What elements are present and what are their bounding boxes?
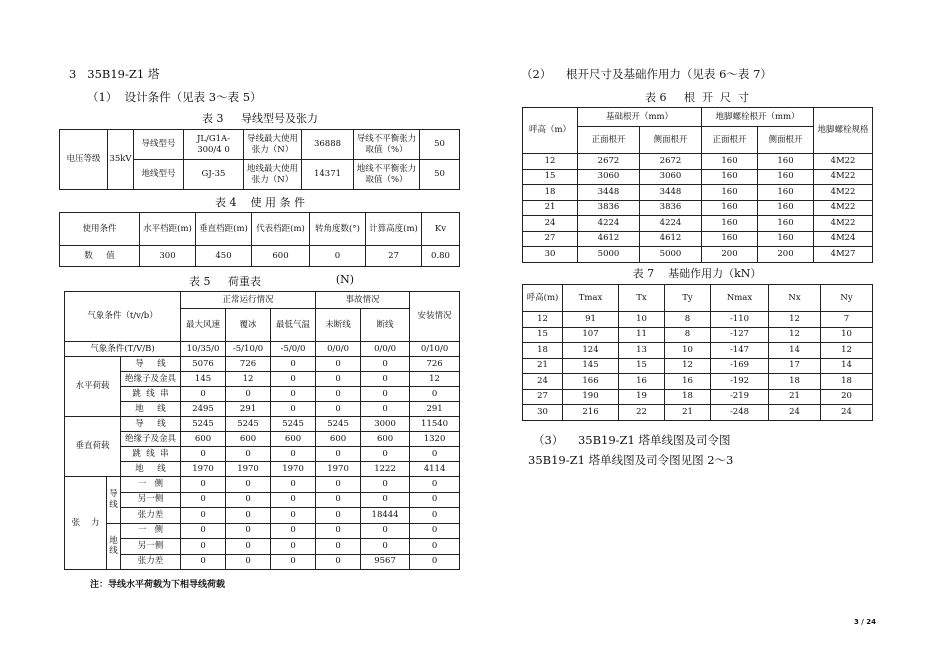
voltage-label: 电压等级: [60, 130, 108, 190]
weather-row-label: 气象条件(T/V/B): [65, 342, 181, 357]
load-item-label: 绝缘子及金具: [121, 372, 181, 387]
load-value-cell: 600: [181, 432, 226, 447]
t4-h1: 水平档距(m): [140, 213, 196, 246]
install-header: 安装情况: [410, 292, 460, 342]
t6-cell: 18: [523, 185, 578, 201]
t4-v5: 27: [366, 246, 422, 267]
t7-cell: 124: [563, 343, 619, 359]
t7-cell: 18: [523, 343, 563, 359]
table3: [59, 129, 460, 190]
t6-cell: 21: [523, 200, 578, 216]
t6-cell: 3448: [578, 185, 640, 201]
load-value-cell: 3000: [361, 417, 410, 432]
t7-h3: Ty: [665, 285, 711, 312]
load-value-cell: 145: [181, 372, 226, 387]
t4-h0: 使用条件: [60, 213, 140, 246]
t7-cell: 15: [523, 327, 563, 343]
table4-caption: 表 4 使 用 条 件: [215, 196, 305, 209]
t6-spec-header: 地脚螺栓规格: [814, 108, 873, 154]
t7-cell: 145: [563, 358, 619, 374]
t7-cell: 18: [821, 374, 873, 390]
ground-unbalance-value: 50: [420, 160, 460, 190]
load-value-cell: 0: [410, 387, 460, 402]
t6-cell: 4M22: [814, 216, 873, 232]
t7-cell: 24: [523, 374, 563, 390]
table3-caption: 表 3 导线型号及张力: [202, 112, 318, 125]
tension-item-label: 另一侧: [121, 492, 181, 508]
load-value-cell: 0: [181, 539, 226, 555]
t7-cell: -219: [711, 389, 769, 405]
t7-h4: Nmax: [711, 285, 769, 312]
load-value-cell: 0: [271, 402, 316, 417]
load-value-cell: 1970: [316, 462, 361, 477]
t7-h1: Tmax: [563, 285, 619, 312]
t6-cell: 160: [702, 216, 758, 232]
load-value-cell: 0: [316, 492, 361, 508]
load-value-cell: 0: [226, 492, 271, 508]
load-item-label: 地 线: [121, 462, 181, 477]
t6-cell: 200: [758, 247, 814, 263]
ground-max-tension-label: 地线最大使用张力（N）: [244, 160, 302, 190]
weather-cell: -5/0/0: [271, 342, 316, 357]
t7-cell: 21: [523, 358, 563, 374]
t7-cell: -192: [711, 374, 769, 390]
t7-cell: 190: [563, 389, 619, 405]
load-value-cell: 726: [410, 357, 460, 372]
load-value-cell: 0: [361, 523, 410, 539]
conductor-max-tension-value: 36888: [302, 130, 354, 160]
ground-max-tension-value: 14371: [302, 160, 354, 190]
horizontal-load-label: 水平荷载: [65, 357, 121, 417]
t4-v4: 0: [310, 246, 366, 267]
load-value-cell: 0: [410, 523, 460, 539]
load-value-cell: 0: [226, 447, 271, 462]
load-value-cell: 5245: [316, 417, 361, 432]
weather-cell: -5/10/0: [226, 342, 271, 357]
t4-v6: 0.80: [422, 246, 460, 267]
t4-v0: 数 值: [60, 246, 140, 267]
load-value-cell: 5245: [181, 417, 226, 432]
t6-cell: 4612: [640, 231, 702, 247]
t6-cell: 160: [702, 231, 758, 247]
t6-cell: 2672: [578, 154, 640, 170]
t7-h0: 呼高(m): [523, 285, 563, 312]
t6-cell: 3060: [578, 169, 640, 185]
t6-cell: 160: [758, 231, 814, 247]
tension-item-label: 一 侧: [121, 477, 181, 493]
t7-cell: 13: [619, 343, 665, 359]
t7-cell: 8: [665, 312, 711, 328]
load-value-cell: 0: [316, 523, 361, 539]
weather-cell: 0/0/0: [316, 342, 361, 357]
t6-cell: 15: [523, 169, 578, 185]
load-value-cell: 0: [410, 447, 460, 462]
t7-cell: 18: [769, 374, 821, 390]
load-value-cell: 0: [181, 447, 226, 462]
t7-cell: -110: [711, 312, 769, 328]
load-value-cell: 0: [410, 477, 460, 493]
t6-cell: 5000: [578, 247, 640, 263]
load-value-cell: 0: [181, 492, 226, 508]
t6-height-header: 呼高（m）: [523, 108, 578, 154]
load-value-cell: 0: [271, 477, 316, 493]
ground-type-label: 地线型号: [134, 160, 184, 190]
t7-cell: 21: [665, 405, 711, 421]
load-value-cell: 0: [316, 554, 361, 570]
t4-h3: 代表档距(m): [252, 213, 310, 246]
load-value-cell: 0: [361, 539, 410, 555]
table7-caption: 表 7 基础作用力（kN）: [632, 267, 762, 280]
t6-cell: 160: [702, 169, 758, 185]
t6-sub-header: 正面根开: [702, 127, 758, 154]
load-value-cell: 0: [181, 554, 226, 570]
t6-cell: 160: [702, 200, 758, 216]
t6-cell: 3836: [578, 200, 640, 216]
load-value-cell: 0: [316, 372, 361, 387]
t7-cell: 10: [619, 312, 665, 328]
load-value-cell: 0: [316, 477, 361, 493]
conductor-type-label: 导线型号: [134, 130, 184, 160]
t4-v1: 300: [140, 246, 196, 267]
t7-cell: 14: [821, 358, 873, 374]
t6-cell: 2672: [640, 154, 702, 170]
load-value-cell: 18444: [361, 508, 410, 524]
load-value-cell: 0: [410, 508, 460, 524]
load-value-cell: 5076: [181, 357, 226, 372]
t6-sub-header: 侧面根开: [640, 127, 702, 154]
t6-cell: 160: [702, 154, 758, 170]
load-value-cell: 0: [271, 508, 316, 524]
t7-cell: 166: [563, 374, 619, 390]
t6-cell: 4M27: [814, 247, 873, 263]
load-value-cell: 0: [226, 554, 271, 570]
load-value-cell: 291: [410, 402, 460, 417]
load-item-label: 地 线: [121, 402, 181, 417]
table6: [522, 107, 873, 263]
t6-cell: 27: [523, 231, 578, 247]
load-value-cell: 0: [226, 508, 271, 524]
load-value-cell: 0: [361, 357, 410, 372]
load-value-cell: 600: [316, 432, 361, 447]
min-temp-header: 最低气温: [271, 309, 316, 342]
load-value-cell: 5245: [226, 417, 271, 432]
subsection-design-conditions: （1） 设计条件（见表 3～表 5）: [87, 90, 262, 104]
load-value-cell: 0: [226, 539, 271, 555]
t6-cell: 12: [523, 154, 578, 170]
load-value-cell: 291: [226, 402, 271, 417]
t4-v3: 600: [252, 246, 310, 267]
t7-cell: 12: [523, 312, 563, 328]
section-title: 3 35B19-Z1 塔: [69, 67, 160, 81]
t7-cell: 14: [769, 343, 821, 359]
load-value-cell: 1970: [226, 462, 271, 477]
t6-cell: 4M22: [814, 185, 873, 201]
load-item-label: 导 线: [121, 417, 181, 432]
t7-cell: 12: [769, 312, 821, 328]
load-value-cell: 1970: [271, 462, 316, 477]
t7-cell: 30: [523, 405, 563, 421]
t6-cell: 4612: [578, 231, 640, 247]
page-number: 3 / 24: [854, 618, 877, 626]
t7-cell: 19: [619, 389, 665, 405]
load-value-cell: 0: [316, 402, 361, 417]
t6-cell: 3836: [640, 200, 702, 216]
load-value-cell: 0: [271, 357, 316, 372]
table7: [522, 284, 873, 421]
ground-tension-label: 地线: [107, 523, 121, 570]
weather-header: 气象条件（t/v/b）: [65, 292, 181, 342]
load-value-cell: 12: [226, 372, 271, 387]
tension-item-label: 张力差: [121, 554, 181, 570]
t6-cell: 24: [523, 216, 578, 232]
t7-cell: 18: [665, 389, 711, 405]
table5-caption: 表 5 荷重表: [189, 275, 261, 288]
accident-header: 事故情况: [316, 292, 410, 309]
load-value-cell: 0: [226, 387, 271, 402]
load-value-cell: 12: [410, 372, 460, 387]
subsection-root-spacing: （2） 根开尺寸及基础作用力（见表 6～表 7）: [521, 67, 772, 81]
t7-cell: 24: [769, 405, 821, 421]
t7-cell: 16: [619, 374, 665, 390]
load-value-cell: 600: [226, 432, 271, 447]
t7-cell: 21: [769, 389, 821, 405]
t7-cell: -127: [711, 327, 769, 343]
t6-cell: 160: [758, 169, 814, 185]
t7-cell: 27: [523, 389, 563, 405]
load-value-cell: 0: [271, 387, 316, 402]
load-item-label: 跳 线 串: [121, 387, 181, 402]
load-value-cell: 0: [316, 357, 361, 372]
weather-cell: 0/0/0: [361, 342, 410, 357]
load-value-cell: 11540: [410, 417, 460, 432]
t7-cell: 107: [563, 327, 619, 343]
break-header: 断线: [361, 309, 410, 342]
load-value-cell: 0: [410, 539, 460, 555]
load-item-label: 跳 线 串: [121, 447, 181, 462]
t7-cell: 91: [563, 312, 619, 328]
t6-cell: 3060: [640, 169, 702, 185]
t7-h2: Tx: [619, 285, 665, 312]
load-value-cell: 0: [361, 372, 410, 387]
load-value-cell: 1222: [361, 462, 410, 477]
load-value-cell: 600: [361, 432, 410, 447]
load-value-cell: 0: [226, 477, 271, 493]
conductor-unbalance-label: 导线不平衡张力取值（%）: [354, 130, 420, 160]
t6-cell: 160: [758, 185, 814, 201]
load-value-cell: 0: [181, 477, 226, 493]
t6-cell: 4M22: [814, 154, 873, 170]
t6-cell: 4224: [640, 216, 702, 232]
t6-cell: 4224: [578, 216, 640, 232]
no-break-header: 未断线: [316, 309, 361, 342]
t6-cell: 5000: [640, 247, 702, 263]
t7-cell: 12: [665, 358, 711, 374]
conductor-max-tension-label: 导线最大使用张力（N）: [244, 130, 302, 160]
ground-type-value: GJ-35: [184, 160, 244, 190]
table5-unit: (N): [335, 273, 355, 286]
load-value-cell: 0: [410, 492, 460, 508]
tension-item-label: 另一侧: [121, 539, 181, 555]
load-item-label: 导 线: [121, 357, 181, 372]
t6-cell: 3448: [640, 185, 702, 201]
t7-cell: 24: [821, 405, 873, 421]
table4: [59, 212, 460, 267]
load-value-cell: 1970: [181, 462, 226, 477]
t7-cell: 12: [769, 327, 821, 343]
load-value-cell: 726: [226, 357, 271, 372]
load-value-cell: 1320: [410, 432, 460, 447]
t7-cell: 22: [619, 405, 665, 421]
load-value-cell: 0: [361, 447, 410, 462]
load-value-cell: 0: [271, 372, 316, 387]
load-value-cell: 0: [316, 508, 361, 524]
load-value-cell: 0: [271, 447, 316, 462]
t7-h5: Nx: [769, 285, 821, 312]
load-value-cell: 2495: [181, 402, 226, 417]
conductor-tension-label: 导线: [107, 477, 121, 524]
load-value-cell: 600: [271, 432, 316, 447]
t7-cell: -147: [711, 343, 769, 359]
load-value-cell: 4114: [410, 462, 460, 477]
load-value-cell: 0: [361, 477, 410, 493]
subsection-drawings: （3） 35B19-Z1 塔单线图及司令图: [533, 433, 731, 447]
t6-cell: 4M22: [814, 169, 873, 185]
voltage-value: 35kV: [108, 130, 134, 190]
t7-cell: 216: [563, 405, 619, 421]
t6-cell: 4M24: [814, 231, 873, 247]
tension-item-label: 张力差: [121, 508, 181, 524]
load-value-cell: 0: [361, 492, 410, 508]
t6-cell: 160: [702, 185, 758, 201]
t7-cell: 10: [821, 327, 873, 343]
t7-cell: 11: [619, 327, 665, 343]
t4-h6: Kv: [422, 213, 460, 246]
load-value-cell: 0: [271, 554, 316, 570]
t6-cell: 160: [758, 200, 814, 216]
conductor-unbalance-value: 50: [420, 130, 460, 160]
normal-operation-header: 正常运行情况: [181, 292, 316, 309]
t6-bolt-header: 地脚螺栓根开（mm）: [702, 108, 814, 127]
t6-sub-header: 侧面根开: [758, 127, 814, 154]
load-value-cell: 0: [226, 523, 271, 539]
t7-cell: 15: [619, 358, 665, 374]
vertical-load-label: 垂直荷载: [65, 417, 121, 477]
ground-unbalance-label: 地线不平衡张力取值（%）: [354, 160, 420, 190]
load-value-cell: 0: [361, 387, 410, 402]
load-value-cell: 0: [271, 523, 316, 539]
max-wind-header: 最大风速: [181, 309, 226, 342]
t7-cell: 8: [665, 327, 711, 343]
t4-v2: 450: [196, 246, 252, 267]
t6-foundation-header: 基础根开（mm）: [578, 108, 702, 127]
tension-label: 张 力: [65, 477, 107, 570]
load-value-cell: 0: [271, 539, 316, 555]
t7-cell: 16: [665, 374, 711, 390]
table6-caption: 表 6 根 开 尺 寸: [645, 91, 749, 104]
load-value-cell: 5245: [271, 417, 316, 432]
load-value-cell: 0: [271, 492, 316, 508]
t4-h5: 计算高度(m): [366, 213, 422, 246]
t4-h4: 转角度数(°): [310, 213, 366, 246]
t7-cell: -169: [711, 358, 769, 374]
t7-cell: 12: [821, 343, 873, 359]
t6-cell: 160: [758, 216, 814, 232]
load-value-cell: 0: [181, 387, 226, 402]
t7-cell: 17: [769, 358, 821, 374]
icing-header: 覆冰: [226, 309, 271, 342]
load-item-label: 绝缘子及金具: [121, 432, 181, 447]
load-value-cell: 0: [361, 402, 410, 417]
conductor-type-value: JL/G1A-300/4 0: [184, 130, 244, 160]
t6-cell: 160: [758, 154, 814, 170]
drawings-reference: 35B19-Z1 塔单线图及司令图见图 2～3: [528, 453, 734, 467]
t7-cell: 7: [821, 312, 873, 328]
t7-cell: 10: [665, 343, 711, 359]
table5: [64, 291, 460, 570]
load-value-cell: 9567: [361, 554, 410, 570]
t6-sub-header: 正面根开: [578, 127, 640, 154]
load-value-cell: 0: [316, 539, 361, 555]
weather-cell: 0/10/0: [410, 342, 460, 357]
load-value-cell: 0: [181, 523, 226, 539]
t7-cell: -248: [711, 405, 769, 421]
t4-h2: 垂直档距(m): [196, 213, 252, 246]
tension-item-label: 一 侧: [121, 523, 181, 539]
weather-cell: 10/35/0: [181, 342, 226, 357]
t7-h6: Ny: [821, 285, 873, 312]
t7-cell: 20: [821, 389, 873, 405]
load-value-cell: 0: [410, 554, 460, 570]
t6-cell: 30: [523, 247, 578, 263]
load-value-cell: 0: [316, 447, 361, 462]
t6-cell: 4M22: [814, 200, 873, 216]
footnote: 注：导线水平荷载为下相导线荷载: [90, 580, 226, 590]
t6-cell: 200: [702, 247, 758, 263]
load-value-cell: 0: [181, 508, 226, 524]
load-value-cell: 0: [316, 387, 361, 402]
